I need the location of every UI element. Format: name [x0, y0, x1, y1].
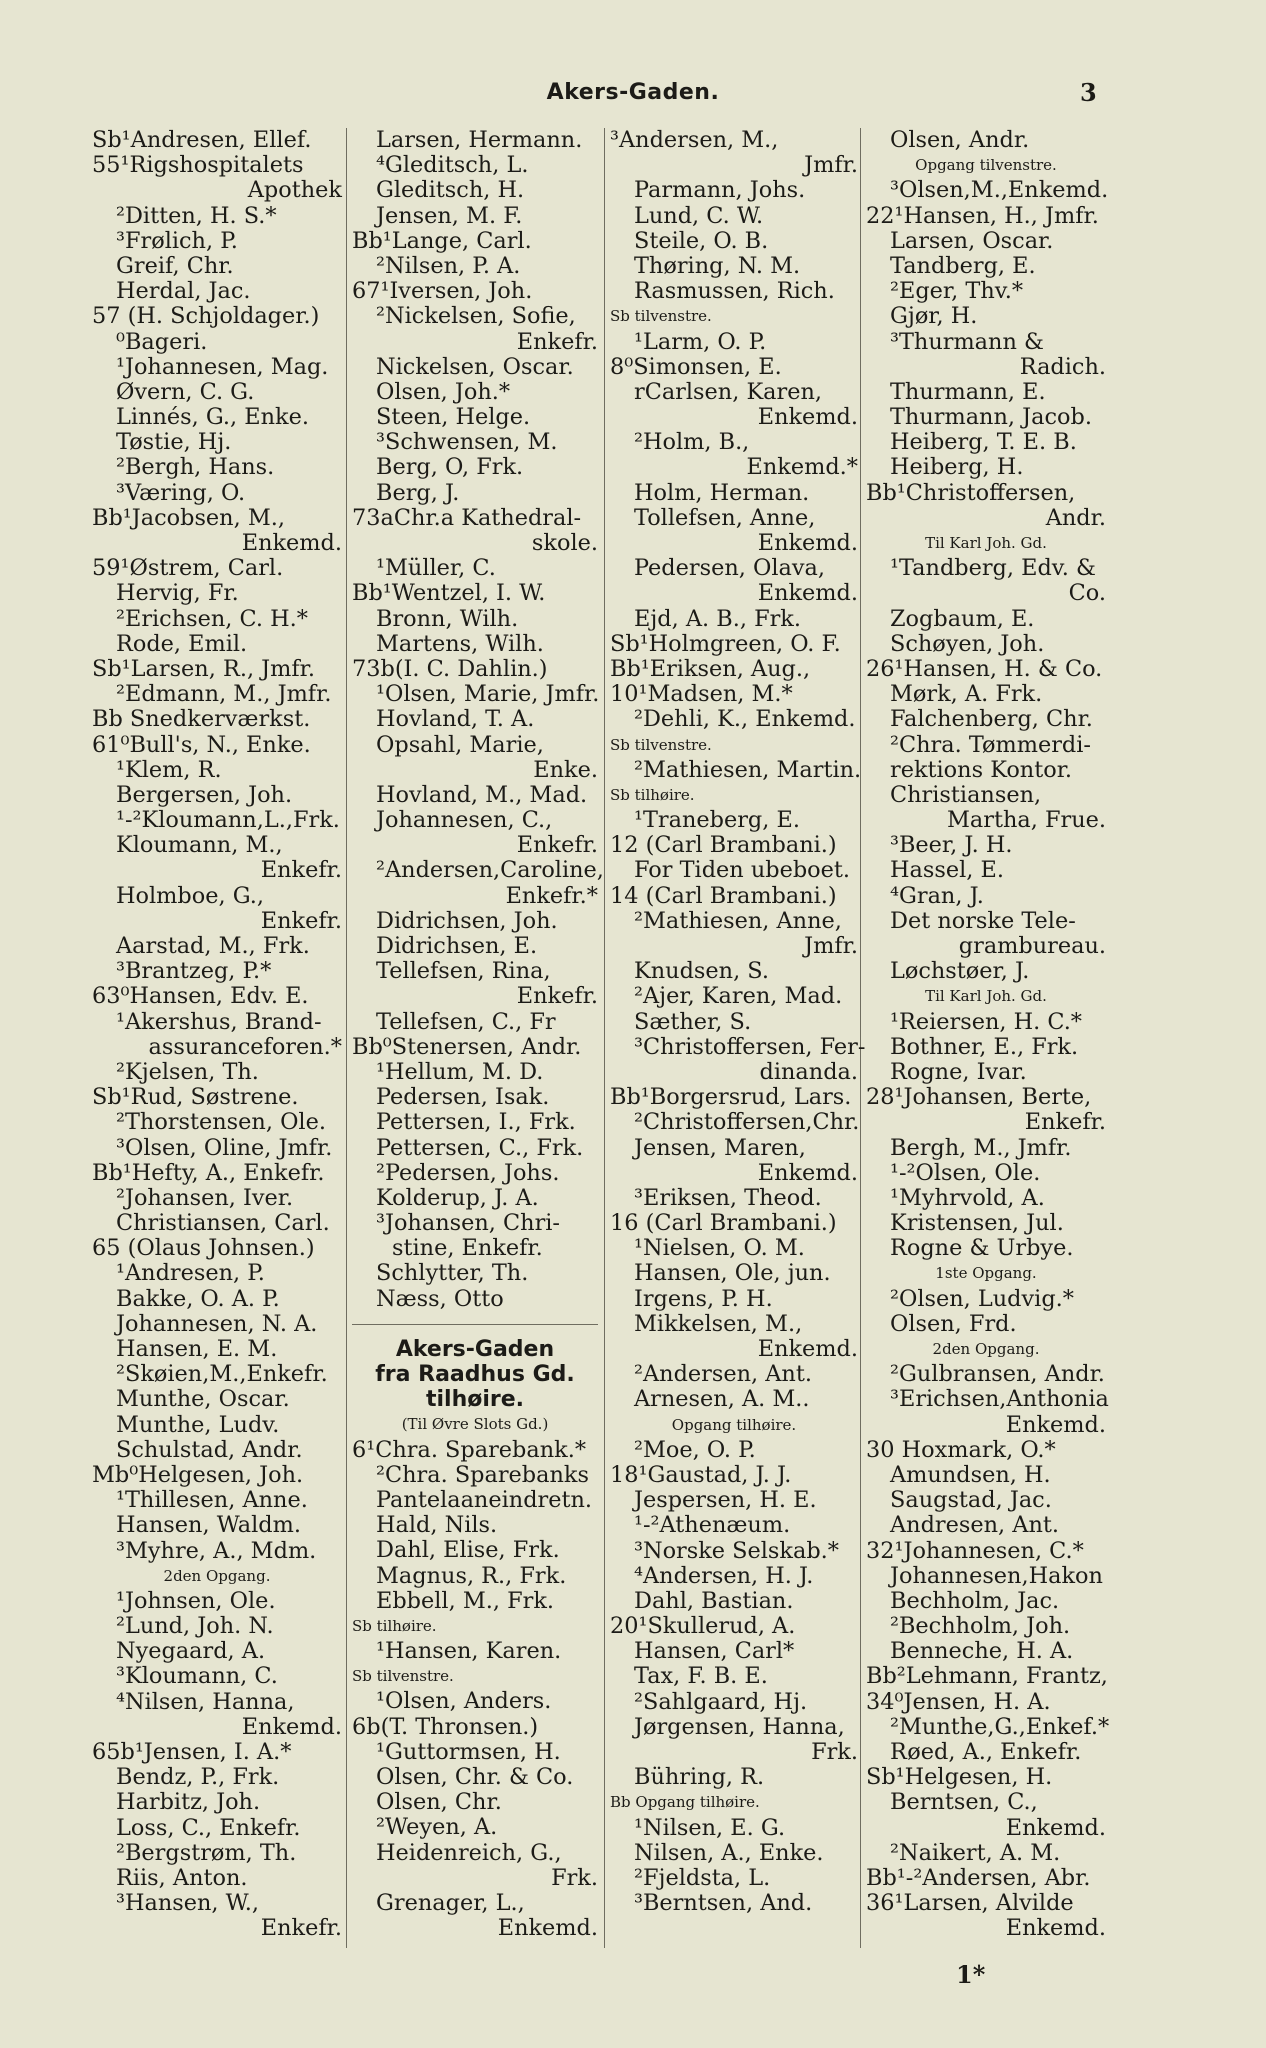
directory-line: ¹Johnsen, Ole.	[116, 1587, 276, 1614]
directory-line: ²Sahlgaard, Hj.	[634, 1688, 808, 1715]
directory-line: 73b(I. C. Dahlin.)	[352, 655, 548, 682]
directory-line: 32¹Johannesen, C.*	[866, 1537, 1084, 1564]
directory-line: 18¹Gaustad, J. J.	[610, 1461, 792, 1488]
directory-line: ¹Tandberg, Edv. &	[890, 555, 1096, 582]
directory-line: 1ste Opgang.	[935, 1264, 1037, 1283]
directory-line: Bb⁰Stenersen, Andr.	[352, 1033, 582, 1060]
directory-line: Larsen, Oscar.	[890, 227, 1054, 254]
directory-line: ²Pedersen, Johs.	[376, 1159, 560, 1186]
directory-line: ¹Thillesen, Anne.	[116, 1487, 308, 1514]
directory-line: ¹Nilsen, E. G.	[634, 1814, 786, 1841]
directory-line: Hovland, M., Mad.	[376, 781, 588, 808]
directory-line: ¹Hansen, Karen.	[376, 1638, 562, 1665]
directory-line: Jensen, Maren,	[634, 1134, 806, 1161]
directory-line: ²Gulbransen, Andr.	[890, 1361, 1105, 1388]
directory-line: ²Ditten, H. S.*	[116, 202, 277, 229]
directory-line: Berntsen, C.,	[890, 1789, 1038, 1816]
directory-line: Mikkelsen, M.,	[634, 1310, 803, 1337]
directory-line: Sb¹Holmgreen, O. F.	[610, 630, 841, 657]
directory-line: Johannesen, C.,	[376, 807, 553, 834]
directory-line: stine, Enkefr.	[392, 1235, 543, 1262]
directory-line: Hovland, T. A.	[376, 706, 535, 733]
directory-line: Sb tilvenstre.	[610, 307, 712, 326]
directory-line: ⁰Bageri.	[116, 328, 208, 355]
directory-line: Tollefsen, Anne,	[634, 504, 816, 531]
directory-line: Hassel, E.	[890, 857, 1004, 884]
page-number: 3	[1080, 78, 1097, 107]
directory-line: Bechholm, Jac.	[890, 1587, 1060, 1614]
directory-line: Opsahl, Marie,	[376, 731, 544, 758]
directory-line: 16 (Carl Brambani.)	[610, 1210, 837, 1237]
directory-line: Martens, Wilh.	[376, 630, 544, 657]
directory-line: ²Munthe,G.,Enkef.*	[890, 1713, 1110, 1740]
directory-line: ¹-²Kloumann,L.,Frk.	[116, 807, 340, 834]
directory-line: ¹-²Athenæum.	[634, 1512, 791, 1539]
directory-line: Christiansen,	[890, 781, 1042, 808]
directory-line: Enkemd.	[497, 1915, 598, 1942]
directory-line: Arnesen, A. M..	[634, 1386, 810, 1413]
directory-line: Benneche, H. A.	[890, 1638, 1074, 1665]
directory-line: Hansen, Carl*	[634, 1638, 795, 1665]
directory-column-3	[610, 127, 866, 1917]
directory-line: Bb¹Jacobsen, M.,	[92, 504, 285, 531]
directory-line: Jensen, M. F.	[376, 202, 523, 229]
directory-line: ³Andersen, M.,	[610, 127, 779, 153]
directory-line: 73aChr.a Kathedral-	[352, 504, 582, 531]
directory-line: Til Karl Joh. Gd.	[925, 534, 1047, 552]
directory-line: Johannesen,Hakon	[890, 1562, 1103, 1589]
column-divider	[604, 128, 605, 1948]
directory-line: Rasmussen, Rich.	[634, 278, 835, 305]
directory-line: Enkemd.	[757, 1336, 858, 1362]
directory-line: Bb¹Lange, Carl.	[352, 227, 532, 254]
directory-line: Bb¹Hefty, A., Enkefr.	[92, 1159, 325, 1186]
directory-line: Jørgensen, Hanna,	[634, 1713, 845, 1740]
directory-line: Bergersen, Joh.	[116, 781, 293, 808]
directory-line: Pettersen, C., Frk.	[376, 1134, 584, 1161]
directory-line: ²Edmann, M., Jmfr.	[116, 681, 332, 708]
directory-line: Herdal, Jac.	[116, 278, 251, 305]
directory-line: Pedersen, Isak.	[376, 1084, 550, 1111]
directory-line: Gleditsch, H.	[376, 177, 525, 204]
directory-line: ²Olsen, Ludvig.*	[890, 1285, 1074, 1312]
directory-line: Parmann, Johs.	[634, 177, 806, 204]
directory-line: Martha, Frue.	[946, 807, 1106, 834]
directory-line: Nilsen, A., Enke.	[634, 1839, 824, 1866]
directory-line: ³Hansen, W.,	[116, 1890, 260, 1917]
directory-line: Olsen, Frd.	[890, 1310, 1017, 1337]
directory-line: Steile, O. B.	[634, 227, 769, 254]
directory-line: Enkefr.	[516, 983, 598, 1010]
directory-line: Pedersen, Olava,	[634, 555, 825, 582]
directory-line: Schlytter, Th.	[376, 1260, 529, 1287]
directory-line: 63⁰Hansen, Edv. E.	[92, 983, 309, 1010]
directory-line: Nyegaard, A.	[116, 1638, 266, 1665]
directory-line: ³Johansen, Chri-	[376, 1210, 561, 1237]
directory-line: Pantelaaneindretn.	[376, 1486, 593, 1513]
directory-line: Rogne & Urbye.	[890, 1235, 1074, 1262]
directory-line: 8⁰Simonsen, E.	[610, 353, 782, 380]
directory-line: ²Chra. Sparebanks	[376, 1461, 589, 1488]
directory-line: Schøyen, Joh.	[890, 630, 1045, 657]
directory-line: 34⁰Jensen, H. A.	[866, 1688, 1051, 1715]
directory-line: ²Andersen, Ant.	[634, 1361, 812, 1388]
directory-line: Hald, Nils.	[376, 1512, 498, 1539]
directory-line: Harbitz, Joh.	[116, 1789, 261, 1816]
directory-line: ⁴Gran, J.	[890, 882, 984, 909]
directory-line: Dahl, Elise, Frk.	[376, 1537, 560, 1564]
directory-line: Olsen, Andr.	[890, 127, 1030, 153]
directory-line: ²Dehli, K., Enkemd.	[634, 706, 856, 733]
directory-line: Olsen, Chr.	[376, 1789, 502, 1816]
directory-line: ¹Hellum, M. D.	[376, 1058, 544, 1085]
directory-line: Enkefr.	[1024, 1109, 1106, 1136]
directory-line: Røed, A., Enkefr.	[890, 1739, 1082, 1765]
directory-line: Øvern, C. G.	[116, 378, 255, 405]
directory-line: Greif, Chr.	[116, 252, 234, 279]
directory-line: ⁴Gleditsch, L.	[376, 152, 529, 179]
column-divider	[346, 128, 347, 1948]
directory-line: Sæther, S.	[634, 1008, 752, 1035]
directory-line: Enkemd.	[757, 404, 858, 431]
directory-line: Thurmann, Jacob.	[890, 404, 1092, 431]
directory-line: Sb¹Larsen, R., Jmfr.	[92, 655, 316, 682]
directory-line: Heidenreich, G.,	[376, 1839, 562, 1866]
directory-line: Enkefr.	[260, 857, 342, 884]
directory-line: 2den Opgang.	[932, 1340, 1040, 1358]
directory-line: 26¹Hansen, H. & Co.	[866, 655, 1103, 682]
directory-line: ¹Traneberg, E.	[634, 807, 800, 834]
directory-line: Didrichsen, E.	[376, 933, 538, 959]
directory-line: rCarlsen, Karen,	[634, 378, 823, 405]
directory-line: Loss, C., Enkefr.	[116, 1814, 301, 1841]
directory-line: ²Nickelsen, Sofie,	[376, 303, 576, 330]
directory-line: ³Beer, J. H.	[890, 832, 1013, 859]
signature-mark: 1*	[956, 1960, 986, 1989]
directory-line: Jespersen, H. E.	[634, 1487, 817, 1514]
directory-line: ³Kloumann, C.	[116, 1663, 278, 1690]
directory-line: ²Eger, Thv.*	[890, 278, 1024, 305]
directory-line: Mb⁰Helgesen, Joh.	[92, 1461, 304, 1488]
directory-line: 14 (Carl Brambani.)	[610, 882, 837, 909]
directory-line: Thøring, N. M.	[634, 252, 801, 279]
section-heading: tilhøire.	[425, 1387, 525, 1413]
directory-line: Sb tilhøire.	[352, 1616, 437, 1635]
directory-line: Enkemd.	[241, 530, 342, 556]
directory-line: Lund, C. W.	[634, 202, 764, 229]
directory-line: Enkemd.	[757, 1159, 858, 1186]
directory-line: 57 (H. Schjoldager.)	[92, 303, 320, 330]
directory-line: Zogbaum, E.	[890, 605, 1035, 632]
directory-column-4	[866, 127, 1110, 1942]
directory-line: ²Bechholm, Joh.	[890, 1613, 1071, 1640]
directory-line: Bb¹Eriksen, Aug.,	[610, 655, 811, 682]
directory-line: 55¹Rigshospitalets	[92, 152, 304, 179]
directory-line: Enkefr.	[516, 328, 598, 355]
directory-line: Bb¹-²Andersen, Abr.	[866, 1864, 1091, 1891]
directory-line: Enkemd.	[1005, 1915, 1106, 1942]
directory-line: ¹Reiersen, H. C.*	[890, 1008, 1083, 1035]
directory-line: ²Lund, Joh. N.	[116, 1613, 274, 1640]
directory-line: 30 Hoxmark, O.*	[866, 1436, 1056, 1463]
directory-line: Apothek	[247, 177, 342, 204]
directory-line: Enkemd.*	[746, 454, 858, 481]
directory-line: Gjør, H.	[890, 303, 978, 330]
directory-line: ³Christoffersen, Fer-	[634, 1033, 866, 1060]
directory-line: Irgens, P. H.	[634, 1285, 773, 1312]
directory-line: Bb Snedkerværkst.	[92, 706, 311, 733]
directory-line: ¹Müller, C.	[376, 555, 496, 582]
directory-line: Munthe, Ludv.	[116, 1411, 280, 1438]
directory-line: Opgang tilvenstre.	[915, 156, 1057, 175]
section-divider	[352, 1324, 598, 1325]
directory-line: ²Naikert, A. M.	[890, 1839, 1061, 1866]
directory-line: ¹Klem, R.	[116, 756, 222, 783]
directory-line: ²Weyen, A.	[376, 1814, 498, 1841]
directory-line: ³Berntsen, And.	[634, 1890, 813, 1917]
directory-line: Saugstad, Jac.	[890, 1487, 1052, 1514]
section-heading: Akers-Gaden	[395, 1336, 555, 1362]
directory-line: Enkefr.	[260, 1915, 342, 1942]
directory-line: ²Ajer, Karen, Mad.	[634, 983, 843, 1010]
directory-line: Til Karl Joh. Gd.	[925, 987, 1047, 1006]
directory-line: Enkemd.	[1005, 1411, 1106, 1438]
directory-line: ⁴Nilsen, Hanna,	[116, 1688, 295, 1715]
directory-line: ¹Olsen, Anders.	[376, 1688, 552, 1715]
directory-line: Enkefr.	[516, 832, 598, 859]
directory-line: ³Myhre, A., Mdm.	[116, 1537, 317, 1564]
directory-line: ³Olsen, Oline, Jmfr.	[116, 1134, 333, 1161]
directory-line: Enkemd.	[757, 530, 858, 556]
directory-line: Bronn, Wilh.	[376, 605, 519, 632]
directory-line: Heiberg, H.	[890, 454, 1024, 481]
directory-line: Riis, Anton.	[116, 1864, 248, 1891]
directory-line: 61⁰Bull's, N., Enke.	[92, 731, 311, 758]
directory-line: Amundsen, H.	[890, 1461, 1051, 1488]
directory-line: Mørk, A. Frk.	[890, 681, 1043, 708]
directory-line: Enke.	[533, 756, 598, 783]
directory-line: 65 (Olaus Johnsen.)	[92, 1235, 315, 1262]
directory-line: 12 (Carl Brambani.)	[610, 832, 837, 859]
section-heading: fra Raadhus Gd.	[375, 1362, 575, 1387]
directory-line: ²Kjelsen, Th.	[116, 1058, 259, 1085]
directory-line: Holmboe, G.,	[116, 882, 265, 909]
directory-line: ³Erichsen,Anthonia	[890, 1386, 1109, 1413]
directory-line: ²Chra. Tømmerdi-	[890, 731, 1091, 758]
directory-line: 65b¹Jensen, I. A.*	[92, 1739, 292, 1765]
directory-line: Frk.	[811, 1739, 858, 1765]
directory-line: Munthe, Oscar.	[116, 1386, 290, 1413]
directory-line: 36¹Larsen, Alvilde	[866, 1890, 1074, 1917]
directory-line: Falchenberg, Chr.	[890, 706, 1093, 733]
page-header-title: Akers-Gaden.	[546, 80, 720, 105]
directory-line: ²Skøien,M.,Enkefr.	[116, 1361, 328, 1388]
directory-line: ²Andersen,Caroline,	[376, 857, 604, 884]
directory-line: Olsen, Chr. & Co.	[376, 1764, 574, 1790]
directory-line: 6¹Chra. Sparebank.*	[352, 1436, 587, 1463]
directory-line: ¹-²Olsen, Ole.	[890, 1159, 1041, 1186]
directory-line: Pettersen, I., Frk.	[376, 1109, 576, 1136]
directory-line: grambureau.	[958, 933, 1106, 959]
directory-line: 22¹Hansen, H., Jmfr.	[866, 202, 1099, 229]
directory-line: ¹Guttormsen, H.	[376, 1738, 561, 1765]
directory-line: Tellefsen, Rina,	[376, 958, 551, 985]
directory-line: Tax, F. B. E.	[634, 1663, 768, 1690]
directory-line: Sb¹Rud, Søstrene.	[92, 1084, 299, 1111]
directory-line: ¹Andresen, P.	[116, 1260, 265, 1287]
directory-line: Hansen, Ole, jun.	[634, 1260, 831, 1287]
directory-line: Kolderup, J. A.	[376, 1184, 539, 1211]
directory-line: Berg, J.	[376, 479, 460, 506]
directory-line: Rogne, Ivar.	[890, 1058, 1027, 1085]
directory-line: Sb tilvenstre.	[610, 735, 712, 754]
directory-line: Bb¹Borgersrud, Lars.	[610, 1084, 852, 1111]
directory-line: ¹Myhrvold, A.	[890, 1184, 1045, 1211]
directory-line: ¹Olsen, Marie, Jmfr.	[376, 681, 600, 708]
directory-line: Enkemd.	[757, 580, 858, 607]
directory-line: ³Schwensen, M.	[376, 429, 558, 456]
directory-line: 67¹Iversen, Joh.	[352, 278, 533, 305]
directory-line: 6b(T. Thronsen.)	[352, 1713, 539, 1740]
directory-line: Det norske Tele-	[890, 907, 1076, 934]
directory-line: ³Brantzeg, P.*	[116, 958, 272, 985]
directory-line: ³Thurmann &	[890, 328, 1044, 355]
directory-line: Kloumann, M.,	[116, 832, 283, 859]
directory-line: ³Eriksen, Theod.	[634, 1184, 822, 1211]
directory-line: Jmfr.	[804, 152, 858, 179]
directory-line: ¹Johannesen, Mag.	[116, 353, 329, 380]
directory-line: Enkemd.	[241, 1713, 342, 1740]
directory-line: ²Bergh, Hans.	[116, 454, 275, 481]
directory-line: Sb tilhøire.	[610, 785, 695, 804]
directory-line: ²Nilsen, P. A.	[376, 252, 521, 279]
directory-line: ²Mathiesen, Martin.	[634, 756, 862, 783]
directory-line: Andresen, Ant.	[890, 1512, 1059, 1539]
directory-line: Didrichsen, Joh.	[376, 907, 558, 934]
directory-line: Hansen, E. M.	[116, 1336, 278, 1362]
directory-line: assuranceforen.*	[148, 1033, 342, 1060]
directory-line: Larsen, Hermann.	[376, 127, 583, 153]
directory-line: Co.	[1068, 580, 1106, 607]
directory-line: Tellefsen, C., Fr	[376, 1008, 556, 1035]
directory-line: Johannesen, N. A.	[116, 1310, 318, 1337]
directory-line: Hansen, Waldm.	[116, 1512, 301, 1539]
directory-line: Tøstie, Hj.	[116, 429, 232, 456]
directory-line: Nickelsen, Oscar.	[376, 353, 574, 380]
directory-line: ¹Nielsen, O. M.	[634, 1235, 805, 1262]
directory-line: Steen, Helge.	[376, 404, 531, 431]
directory-line: Holm, Herman.	[634, 479, 810, 506]
directory-line: Løchstøer, J.	[890, 958, 1030, 985]
directory-line: ²Christoffersen,Chr.	[634, 1109, 860, 1136]
directory-line: 10¹Madsen, M.*	[610, 681, 793, 708]
directory-line: Aarstad, M., Frk.	[116, 933, 310, 959]
directory-line: 20¹Skullerud, A.	[610, 1613, 796, 1640]
directory-line: 2den Opgang.	[163, 1566, 271, 1585]
directory-line: For Tiden ubeboet.	[634, 857, 851, 884]
directory-line: (Til Øvre Slots Gd.)	[401, 1415, 549, 1434]
directory-line: ²Erichsen, C. H.*	[116, 605, 308, 632]
directory-line: Sb¹Andresen, Ellef.	[92, 127, 312, 153]
directory-line: Bendz, P., Frk.	[116, 1764, 280, 1791]
directory-line: ¹Akershus, Brand-	[116, 1008, 322, 1035]
directory-line: Bühring, R.	[634, 1764, 765, 1791]
directory-line: Rode, Emil.	[116, 630, 248, 657]
directory-line: Kristensen, Jul.	[890, 1210, 1064, 1237]
directory-line: Bb¹Wentzel, I. W.	[352, 580, 546, 607]
directory-line: ²Mathiesen, Anne,	[634, 907, 842, 934]
directory-line: Schulstad, Andr.	[116, 1436, 303, 1463]
directory-column-2	[352, 127, 604, 1942]
directory-line: ³Væring, O.	[116, 479, 246, 506]
directory-line: Heiberg, T. E. B.	[890, 429, 1077, 456]
directory-line: Enkefr.	[260, 907, 342, 934]
directory-line: Radich.	[1019, 353, 1106, 380]
directory-line: Knudsen, S.	[634, 958, 769, 985]
directory-line: ²Fjeldsta, L.	[634, 1864, 771, 1891]
directory-line: ³Frølich, P.	[116, 227, 238, 254]
directory-line: dinanda.	[759, 1058, 858, 1085]
directory-line: Bb¹Christoffersen,	[866, 479, 1076, 506]
directory-line: ¹Larm, O. P.	[634, 328, 767, 355]
directory-line: Ejd, A. B., Frk.	[634, 605, 801, 632]
directory-line: Berg, O, Frk.	[376, 454, 524, 481]
directory-line: ²Bergstrøm, Th.	[116, 1839, 297, 1866]
directory-line: Sb¹Helgesen, H.	[866, 1764, 1053, 1791]
directory-line: ²Holm, B.,	[634, 429, 750, 456]
directory-line: Thurmann, E.	[890, 378, 1046, 405]
directory-line: Olsen, Joh.*	[376, 378, 511, 405]
directory-column-1	[92, 128, 342, 1942]
directory-line: ³Norske Selskab.*	[634, 1537, 839, 1564]
directory-line: Frk.	[551, 1864, 598, 1891]
directory-line: Jmfr.	[804, 933, 858, 959]
directory-line: Bergh, M., Jmfr.	[890, 1134, 1072, 1161]
directory-line: 28¹Johansen, Berte,	[866, 1084, 1092, 1111]
directory-line: Bb Opgang tilhøire.	[610, 1793, 760, 1812]
directory-line: Grenager, L.,	[376, 1889, 525, 1916]
directory-line: Bb²Lehmann, Frantz,	[866, 1663, 1108, 1690]
directory-line: ²Thorstensen, Ole.	[116, 1109, 326, 1136]
directory-line: ⁴Andersen, H. J.	[634, 1562, 814, 1589]
directory-line: Christiansen, Carl.	[116, 1210, 330, 1237]
directory-line: ³Olsen,M.,Enkemd.	[890, 177, 1109, 204]
directory-line: rektions Kontor.	[890, 756, 1073, 783]
directory-line: Næss, Otto	[376, 1285, 504, 1312]
directory-line: Linnés, G., Enke.	[116, 404, 309, 431]
directory-line: Sb tilvenstre.	[352, 1667, 454, 1686]
directory-line: Dahl, Bastian.	[634, 1587, 794, 1614]
directory-line: Enkemd.	[1005, 1814, 1106, 1841]
directory-line: Opgang tilhøire.	[671, 1415, 797, 1434]
directory-line: 59¹Østrem, Carl.	[92, 555, 284, 582]
directory-line: Enkefr.*	[505, 882, 598, 909]
directory-line: Andr.	[1045, 504, 1106, 531]
directory-line: ²Johansen, Iver.	[116, 1184, 294, 1211]
directory-line: Bakke, O. A. P.	[116, 1285, 280, 1312]
directory-line: skole.	[531, 530, 598, 556]
directory-line: Hervig, Fr.	[116, 580, 239, 607]
directory-line: Bothner, E., Frk.	[890, 1033, 1079, 1060]
directory-line: Ebbell, M., Frk.	[376, 1587, 555, 1614]
directory-line: Tandberg, E.	[890, 252, 1036, 279]
directory-line: Magnus, R., Frk.	[376, 1562, 567, 1589]
directory-line: ²Moe, O. P.	[634, 1436, 756, 1463]
